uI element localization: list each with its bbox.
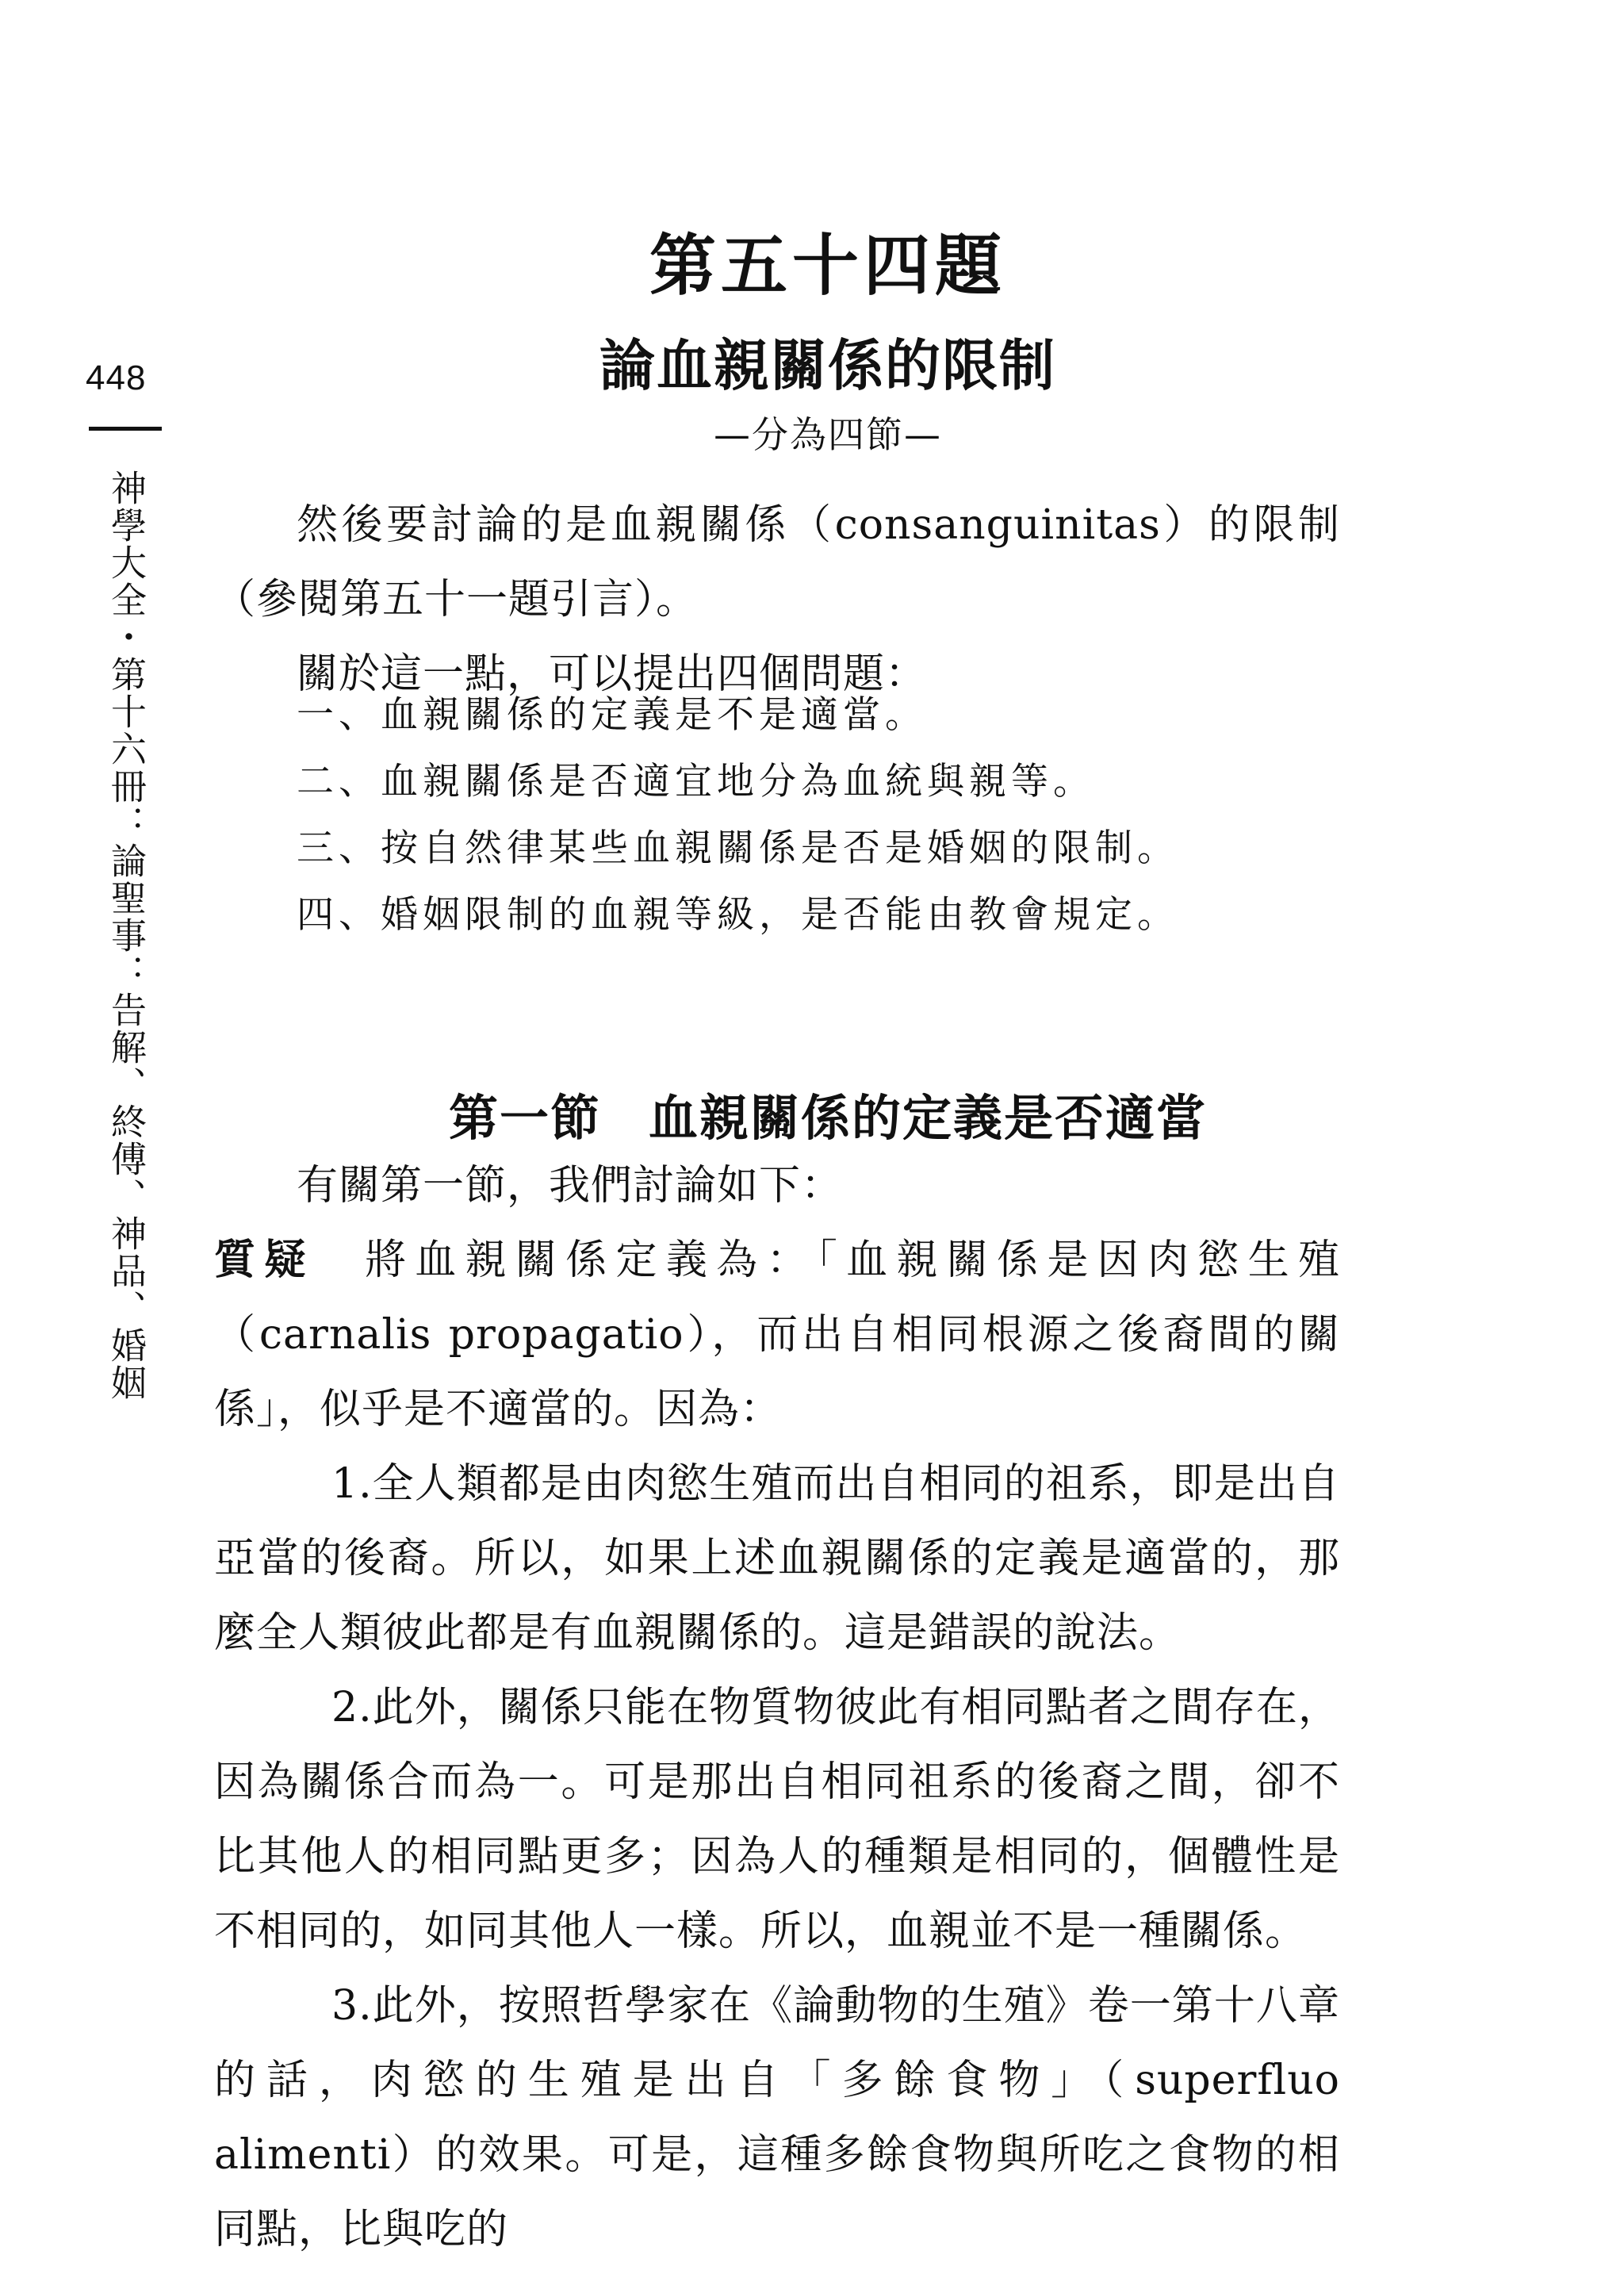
question-subtitle: —分為四節— [714, 413, 942, 456]
objection-text: 將血親關係定義為：「血親關係是因肉慾生殖（carnalis propagatio），而出自相同根源之後裔間的關係」，似乎是不適當的。因為： [214, 1237, 1340, 1433]
intro-paragraph: 然後要討論的是血親關係（consanguinitas）的限制（參閱第五十一題引言）。 [214, 501, 1340, 623]
intro-section [214, 488, 1340, 711]
article-intro: 有關第一節，我們討論如下： [297, 1162, 844, 1210]
question-title: 論血親關係的限制 [599, 333, 1056, 398]
question-number: 第五十四題 [649, 226, 1006, 305]
page-number: 448 [86, 359, 147, 397]
question-item: 二、血親關係是否適宜地分為血統與親等。 [297, 760, 1095, 803]
article-heading [0, 1079, 1624, 1149]
question-item: 四、婚姻限制的血親等級，是否能由教會規定。 [297, 893, 1179, 937]
objection-point-2: 2.此外，關係只能在物質物彼此有相同點者之間存在，因為關係合而為一。可是那出自相同祖系的後裔之間，卻不比其他人的相同點更多；因為人的種類是相同的，個體性是不相同的，如同其他人一樣。所以，血親並不是一種關係。 [214, 1684, 1340, 1955]
article-body [214, 1148, 1340, 2267]
question-list [297, 682, 1179, 949]
article-label: 第一節 [448, 1089, 601, 1147]
article-title: 血親關係的定義是否適當 [649, 1089, 1208, 1147]
question-item: 一、血親關係的定義是不是適當。 [297, 693, 927, 737]
running-title: 神學大全・第十六冊：論聖事：告解、終傅、神品、婚姻 [105, 470, 147, 1401]
objection-point-1: 1.全人類都是由肉慾生殖而出自相同的祖系，即是出自亞當的後裔。所以，如果上述血親關係的定義是適當的，那麼全人類彼此都是有血親關係的。這是錯誤的說法。 [214, 1460, 1340, 1657]
objection-paragraph [214, 1223, 1340, 1447]
objection-label: 質疑 [214, 1236, 315, 1284]
intro-paragraph-questions: 關於這一點，可以提出四個問題： [297, 650, 928, 698]
objection-point-3: 3.此外，按照哲學家在《論動物的生殖》卷一第十八章的話，肉慾的生殖是出自「多餘食物」（superfluo alimenti）的效果。可是，這種多餘食物與所吃之食物的相同點，比與吃的 [214, 1982, 1340, 2253]
question-item: 三、按自然律某些血親關係是否是婚姻的限制。 [297, 826, 1179, 870]
